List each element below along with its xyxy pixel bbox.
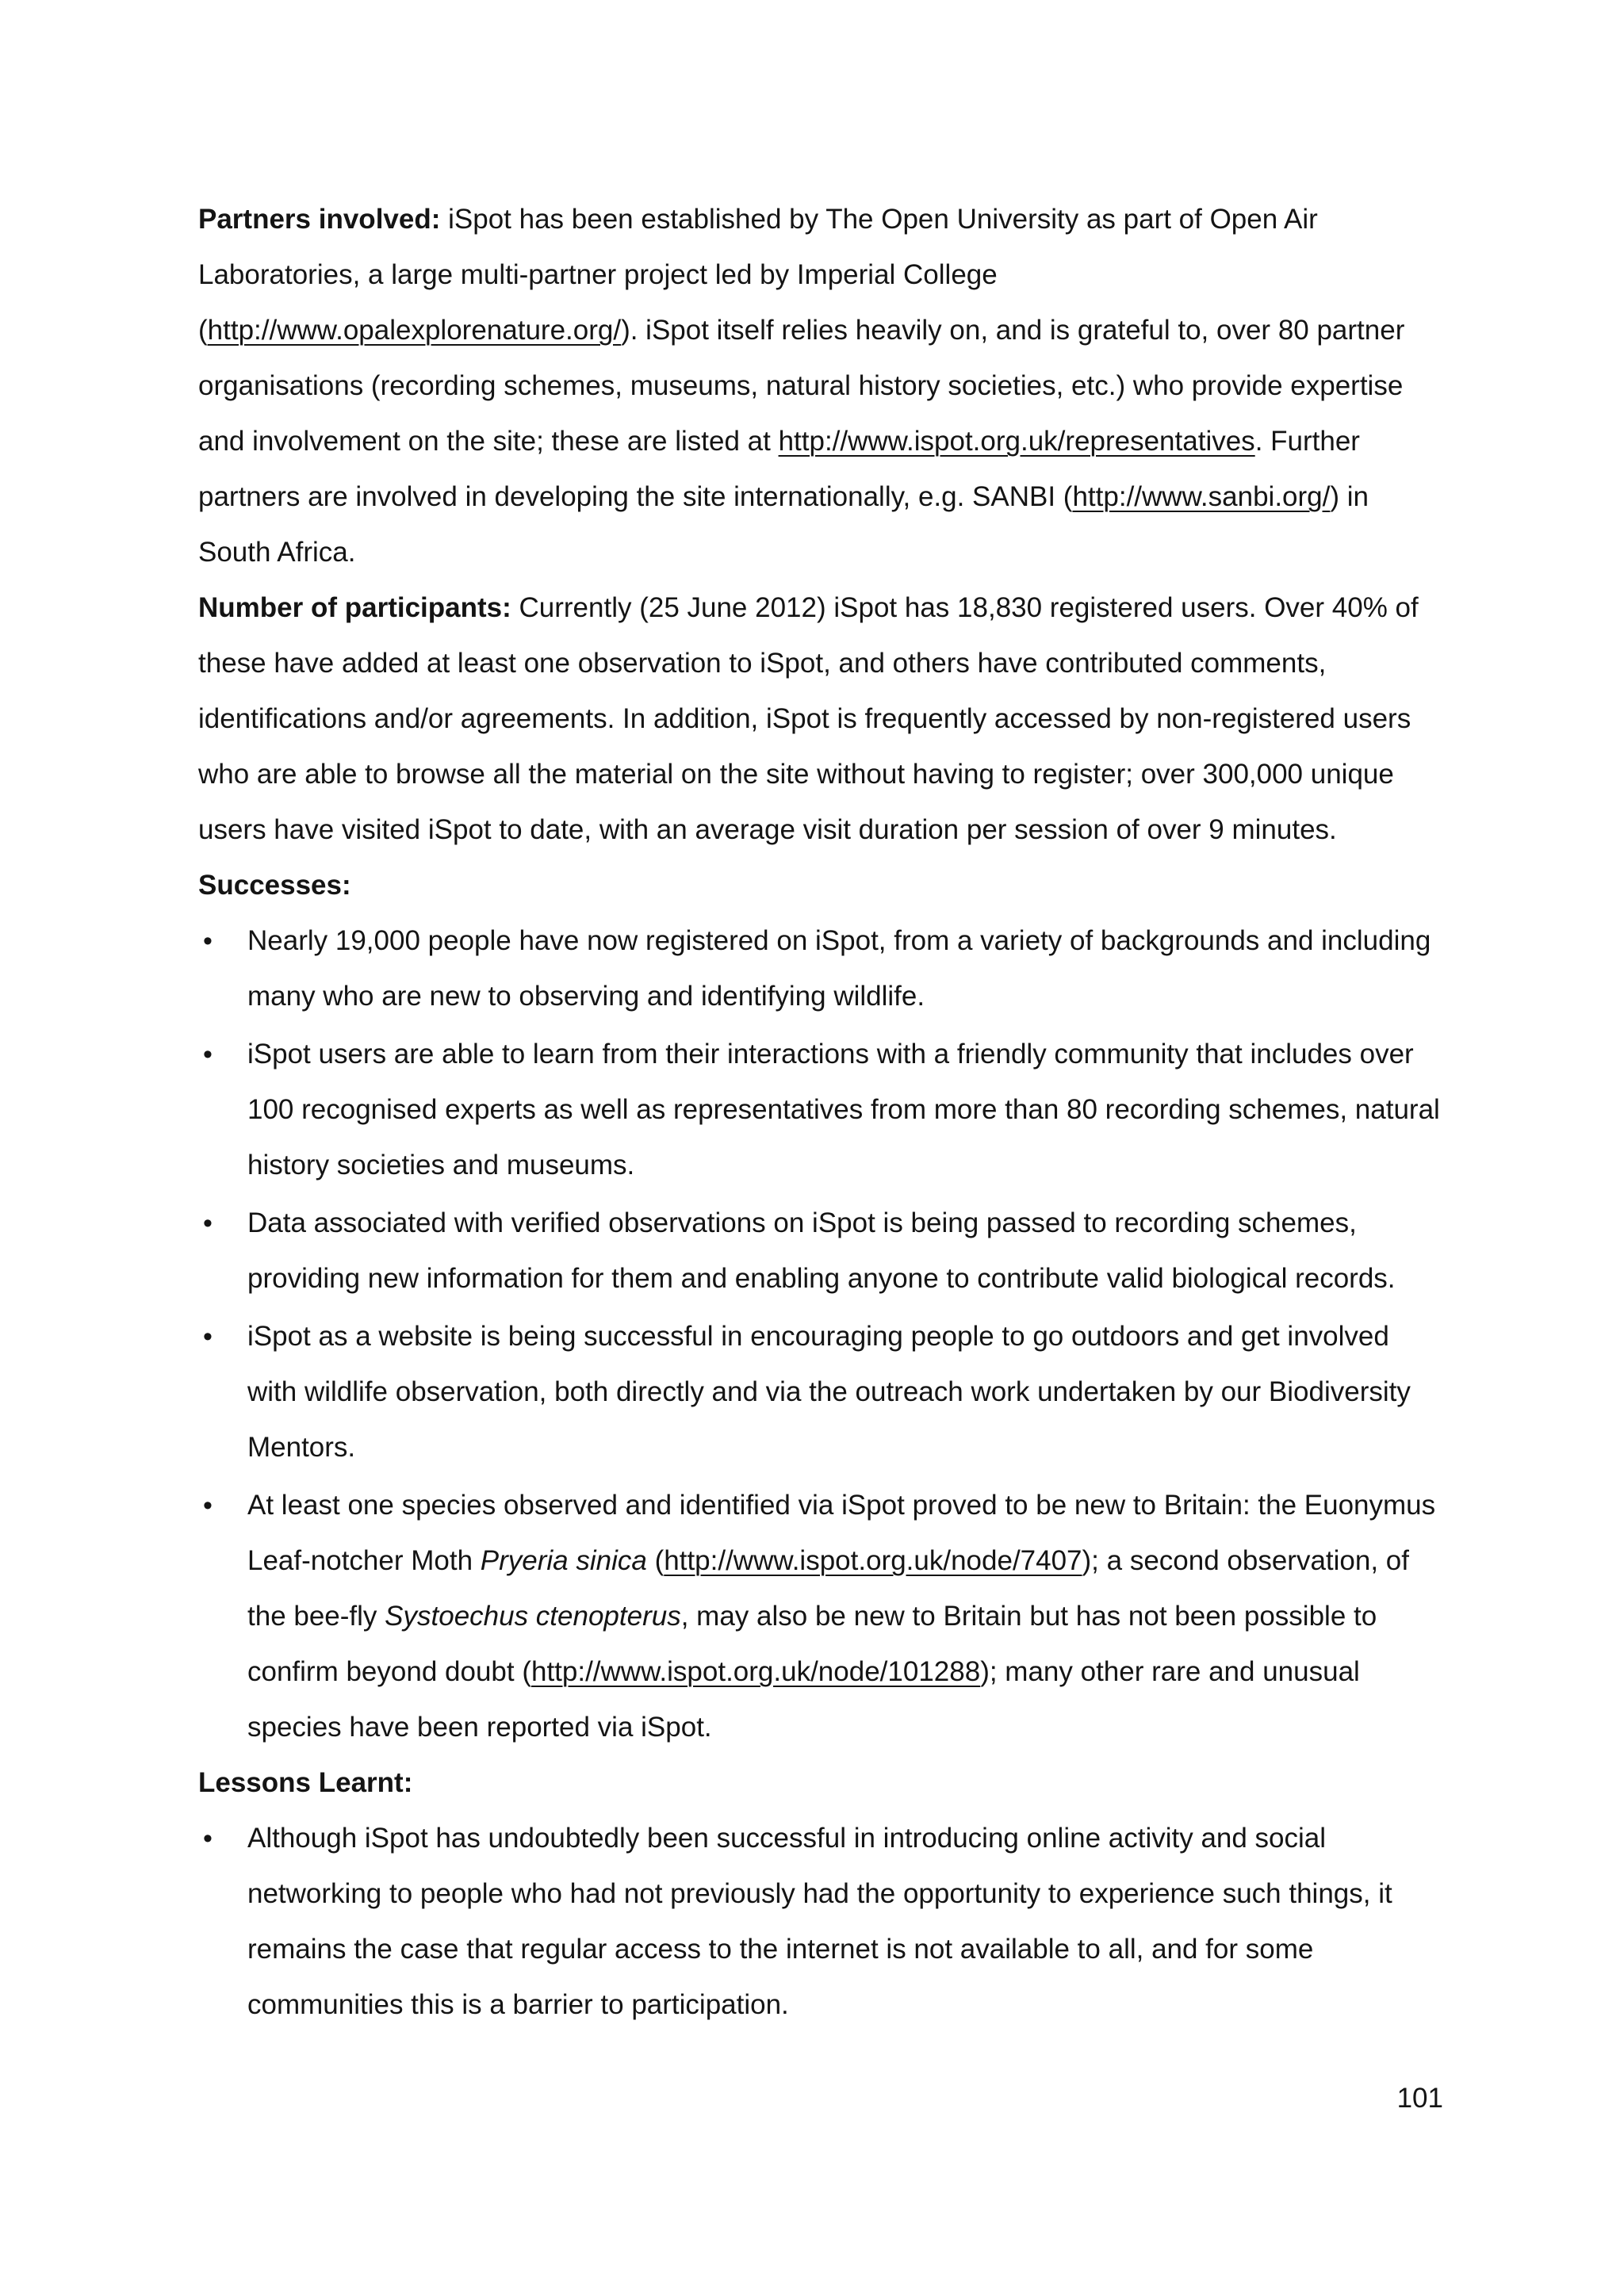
species-text-4: , may also be new to Britain but has not been possible to confirm beyond doubt ( (247, 1601, 1377, 1687)
list-item-text: iSpot users are able to learn from their interactions with a friendly community that includes over 100 recognised experts as well as representatives from more than 80 recording schemes, natural history societies and museums. (247, 1039, 1440, 1181)
partners-paragraph (198, 192, 1443, 580)
page-number: 101 (1396, 2083, 1443, 2114)
species-name-moth: Pryeria sinica (480, 1545, 647, 1576)
partners-text-3: . Further partners are involved in developing the site internationally, e.g. SANBI ( (198, 426, 1360, 512)
lessons-heading: Lessons Learnt: (198, 1767, 413, 1798)
node-7407-link[interactable]: http://www.ispot.org.uk/node/7407 (664, 1545, 1082, 1576)
list-item-text: Although iSpot has undoubtedly been successful in introducing online activity and social networking to people who had not previously had the opportunity to experience such things, it remains the case that regular access to the internet is not available to all, and for some communities this is a barrier to participation. (247, 1823, 1392, 2020)
species-text-1: At least one species observed and identified via iSpot proved to be new to Britain: the Euonymus Leaf-notcher Moth (247, 1490, 1436, 1576)
list-item-text: Data associated with verified observations on iSpot is being passed to recording schemes, providing new information for them and enabling anyone to contribute valid biological records. (247, 1207, 1396, 1294)
document-page (198, 192, 1443, 2033)
partners-text-1: iSpot has been established by The Open University as part of Open Air Laboratories, a large multi-partner project led by Imperial College ( (198, 204, 1318, 346)
list-item (198, 1811, 1443, 2033)
representatives-link[interactable]: http://www.ispot.org.uk/representatives (778, 426, 1255, 457)
opal-link[interactable]: http://www.opalexplorenature.org/ (207, 315, 622, 346)
list-item (198, 1027, 1443, 1193)
participants-paragraph (198, 580, 1443, 858)
list-item (198, 1196, 1443, 1307)
participants-text: Currently (25 June 2012) iSpot has 18,830 registered users. Over 40% of these have added at least one observation to iSpot, and others have contributed comments, identifications and/or agreements. In addition, iSpot is frequently accessed by non-registered users who are able to browse all the material on the site without having to register; over 300,000 unique users have visited iSpot to date, with an average visit duration per session of over 9 minutes. (198, 592, 1419, 845)
list-item (198, 1478, 1443, 1755)
bullet-icon: • (203, 1823, 213, 1854)
lessons-list (198, 1811, 1443, 2033)
list-item (198, 913, 1443, 1024)
partners-text-4: ) in South Africa. (198, 481, 1369, 568)
bullet-icon: • (203, 1208, 213, 1238)
successes-heading: Successes: (198, 870, 351, 901)
participants-label: Number of participants: (198, 592, 511, 623)
partners-label: Partners involved: (198, 204, 441, 235)
successes-list (198, 913, 1443, 1755)
bullet-icon: • (203, 1490, 213, 1521)
species-text-2: ( (646, 1545, 665, 1576)
list-item-text: Nearly 19,000 people have now registered on iSpot, from a variety of backgrounds and including many who are new to observing and identifying wildlife. (247, 925, 1431, 1012)
sanbi-link[interactable]: http://www.sanbi.org/ (1072, 481, 1331, 512)
species-name-beefly: Systoechus ctenopterus (385, 1601, 681, 1632)
species-text-5: ); many other rare and unusual species have been reported via iSpot. (247, 1656, 1360, 1743)
node-101288-link[interactable]: http://www.ispot.org.uk/node/101288 (530, 1656, 981, 1687)
list-item (198, 1309, 1443, 1475)
bullet-icon: • (203, 1322, 213, 1352)
partners-text-2: ). iSpot itself relies heavily on, and is grateful to, over 80 partner organisations (recording schemes, museums, natural history societies, etc.) who provide expertise and involvement on the site; these are listed at (198, 315, 1405, 457)
bullet-icon: • (203, 926, 213, 956)
list-item-text: iSpot as a website is being successful in encouraging people to go outdoors and get involved with wildlife observation, both directly and via the outreach work undertaken by our Biodiversity Mentors. (247, 1321, 1411, 1463)
species-text-3: ); a second observation, of the bee-fly (247, 1545, 1409, 1632)
bullet-icon: • (203, 1039, 213, 1070)
